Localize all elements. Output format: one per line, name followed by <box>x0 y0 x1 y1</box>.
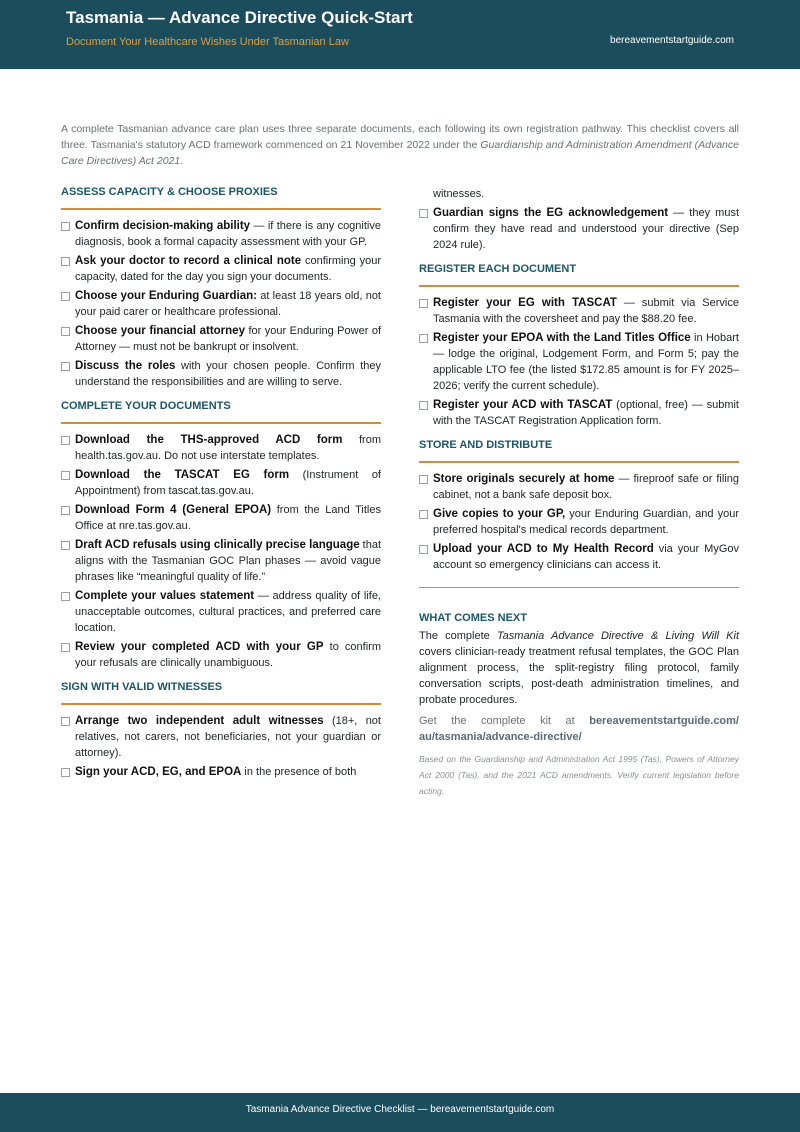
item-label: Download the THS-approved ACD form <box>75 434 343 446</box>
checkbox-icon[interactable] <box>61 436 70 445</box>
checklist-item[interactable] <box>419 295 739 327</box>
item-detail: from health.tas.gov.au. Do not use interstate templates. <box>75 434 381 462</box>
checkbox-icon[interactable] <box>419 401 428 410</box>
item-detail: for your Enduring Power of Attorney — must not be bankrupt or insolvent. <box>75 325 382 353</box>
item-label: Draft ACD refusals using clinically precise language <box>75 539 360 551</box>
item-detail: (optional, free) — submit with the TASCAT Registration Application form. <box>433 399 739 427</box>
checkbox-icon[interactable] <box>419 334 428 343</box>
checkbox-icon[interactable] <box>419 209 428 218</box>
item-label: Confirm decision-making ability <box>75 220 251 232</box>
checklist-complete <box>61 432 381 671</box>
checklist-assess <box>61 218 381 390</box>
item-detail: in the presence of both <box>241 766 357 778</box>
item-detail: with your chosen people. Confirm they understand the responsibilities and are willing to serve. <box>75 360 382 388</box>
checkbox-icon[interactable] <box>61 592 70 601</box>
checkbox-icon[interactable] <box>61 506 70 515</box>
checklist-item[interactable] <box>61 639 381 671</box>
item-detail: in Hobart — lodge the original, Lodgement Form, and Form 5; pay the applicable LTO fee (the listed $172.85 amount is for FY 2025–2026; verify the current schedule). <box>433 332 739 392</box>
intro-end: . <box>180 155 184 167</box>
checklist-item[interactable] <box>419 330 739 394</box>
item-label: Register your EG with TASCAT <box>433 297 617 309</box>
footer-text: Tasmania Advance Directive Checklist — bereavementstartguide.com <box>245 1104 555 1115</box>
checklist-item[interactable] <box>61 467 381 499</box>
checklist-witness <box>61 713 381 780</box>
checklist-item[interactable] <box>61 502 381 534</box>
section-title-register: REGISTER EACH DOCUMENT <box>419 263 739 287</box>
item-detail: via your MyGov account so emergency clinicians can access it. <box>433 543 739 571</box>
section-divider <box>419 587 739 588</box>
page-header <box>0 0 800 69</box>
checklist-item[interactable] <box>61 713 381 761</box>
checkbox-icon[interactable] <box>61 222 70 231</box>
checklist-witness-cont <box>419 205 739 253</box>
section-title-assess: ASSESS CAPACITY & CHOOSE PROXIES <box>61 186 381 210</box>
item-detail: — submit via Service Tasmania with the coversheet and pay the $88.20 fee. <box>433 297 739 325</box>
checkbox-icon[interactable] <box>61 292 70 301</box>
left-column <box>61 186 381 783</box>
item-label: Download the TASCAT EG form <box>75 469 290 481</box>
item-label: Choose your financial attorney <box>75 325 245 337</box>
checkbox-icon[interactable] <box>61 257 70 266</box>
item-detail: at least 18 years old, not your paid carer or healthcare professional. <box>75 290 381 318</box>
kit-name: Tasmania Advance Directive & Living Will Kit <box>496 630 740 642</box>
intro-act-name: Guardianship and Administration Amendment (Advance Care Directives) Act 2021 <box>61 139 739 167</box>
right-column <box>419 186 739 799</box>
page-footer <box>0 1093 800 1132</box>
checkbox-icon[interactable] <box>61 768 70 777</box>
item-label: Review your completed ACD with your GP <box>75 641 324 653</box>
checkbox-icon[interactable] <box>61 471 70 480</box>
next-body-text: The complete <box>419 630 497 642</box>
item-label: Register your EPOA with the Land Titles Office <box>433 332 691 344</box>
checkbox-icon[interactable] <box>61 541 70 550</box>
page-subtitle: Document Your Healthcare Wishes Under Tasmanian Law <box>66 36 349 48</box>
item-detail: your Enduring Guardian, and your preferred hospital's medical records department. <box>433 508 739 536</box>
header-site-link[interactable]: bereavementstartguide.com <box>610 35 734 46</box>
get-kit-line <box>419 713 739 745</box>
checklist-item[interactable] <box>61 764 381 780</box>
next-body-text: covers clinician-ready treatment refusal templates, the GOC Plan alignment process, the split-registry filing protocol, family conversation scripts, post-death administration timelines, and probate procedures. <box>419 646 739 706</box>
checkbox-icon[interactable] <box>61 362 70 371</box>
checkbox-icon[interactable] <box>419 510 428 519</box>
item-label: Upload your ACD to My Health Record <box>433 543 654 555</box>
item-detail: (Instrument of Appointment) from tascat.tas.gov.au. <box>75 469 381 497</box>
page-title: Tasmania — Advance Directive Quick-Start <box>66 8 413 27</box>
checkbox-icon[interactable] <box>61 643 70 652</box>
kit-link[interactable]: bereavementstartguide.com/ au/tasmania/advance-directive/ <box>419 715 739 743</box>
next-body <box>419 628 739 708</box>
item-detail: — address quality of life, unacceptable outcomes, cultural practices, and preferred care location. <box>75 590 381 634</box>
disclaimer: Based on the Guardianship and Administration Act 1995 (Tas), Powers of Attorney Act 2000 (Tas), and the 2021 ACD amendments. Verify current legislation before acting. <box>419 754 739 796</box>
checklist-item[interactable] <box>61 323 381 355</box>
checklist-item[interactable] <box>61 358 381 390</box>
checklist-item[interactable] <box>419 471 739 503</box>
item-label: Discuss the roles <box>75 360 176 372</box>
checklist-item[interactable] <box>61 288 381 320</box>
item-detail: — they must confirm they have read and understood your directive (Sep 2024 rule). <box>433 207 740 251</box>
checkbox-icon[interactable] <box>419 299 428 308</box>
checklist-item[interactable] <box>419 541 739 573</box>
item-continuation: witnesses. <box>433 188 485 200</box>
checklist-store <box>419 471 739 573</box>
section-title-complete: COMPLETE YOUR DOCUMENTS <box>61 400 381 424</box>
item-label: Sign your ACD, EG, and EPOA <box>75 766 242 778</box>
item-detail: confirming your capacity, dated for the day you sign your documents. <box>75 255 381 283</box>
checklist-item[interactable] <box>61 253 381 285</box>
item-detail: that aligns with the Tasmanian GOC Plan phases — avoid vague phrases like “meaningful quality of life.” <box>75 539 382 583</box>
checklist-item[interactable] <box>61 588 381 636</box>
item-label: Choose your Enduring Guardian: <box>75 290 257 302</box>
checklist-item[interactable] <box>61 432 381 464</box>
checklist-item[interactable] <box>419 397 739 429</box>
checklist-item[interactable] <box>419 506 739 538</box>
get-kit-text: Get the complete kit at <box>419 715 590 727</box>
item-label: Give copies to your GP, <box>433 508 566 520</box>
section-title-witness: SIGN WITH VALID WITNESSES <box>61 681 381 705</box>
checklist-item[interactable] <box>419 205 739 253</box>
item-label: Guardian signs the EG acknowledgement <box>433 207 669 219</box>
item-label: Ask your doctor to record a clinical note <box>75 255 302 267</box>
checkbox-icon[interactable] <box>419 475 428 484</box>
item-label: Register your ACD with TASCAT <box>433 399 613 411</box>
item-detail: — fireproof safe or filing cabinet, not a bank safe deposit box. <box>433 473 739 501</box>
section-title-store: STORE AND DISTRIBUTE <box>419 439 739 463</box>
item-label: Store originals securely at home <box>433 473 615 485</box>
item-detail: from the Land Titles Office at nre.tas.gov.au. <box>75 504 381 532</box>
item-detail: (18+, not relatives, not carers, not beneficiaries, not your guardian or attorney). <box>75 715 381 759</box>
checklist-register <box>419 295 739 429</box>
checkbox-icon[interactable] <box>61 717 70 726</box>
item-label: Complete your values statement <box>75 590 255 602</box>
checkbox-icon[interactable] <box>419 545 428 554</box>
checklist-item[interactable] <box>61 218 381 250</box>
checklist-item[interactable] <box>61 537 381 585</box>
item-detail: to confirm your refusals are clinically unambiguous. <box>75 641 381 669</box>
item-detail: — if there is any cognitive diagnosis, book a formal capacity assessment with your GP. <box>75 220 381 248</box>
item-label: Arrange two independent adult witnesses <box>75 715 324 727</box>
intro-text: A complete Tasmanian advance care plan uses three separate documents, each following its own registration pathway. This checklist covers all three. Tasmania's statutory ACD framework commenced on 21 November 2022 under the <box>61 123 739 151</box>
checkbox-icon[interactable] <box>61 327 70 336</box>
item-label: Download Form 4 (General EPOA) <box>75 504 272 516</box>
intro-paragraph <box>61 121 739 169</box>
section-title-next: WHAT COMES NEXT <box>419 612 527 624</box>
